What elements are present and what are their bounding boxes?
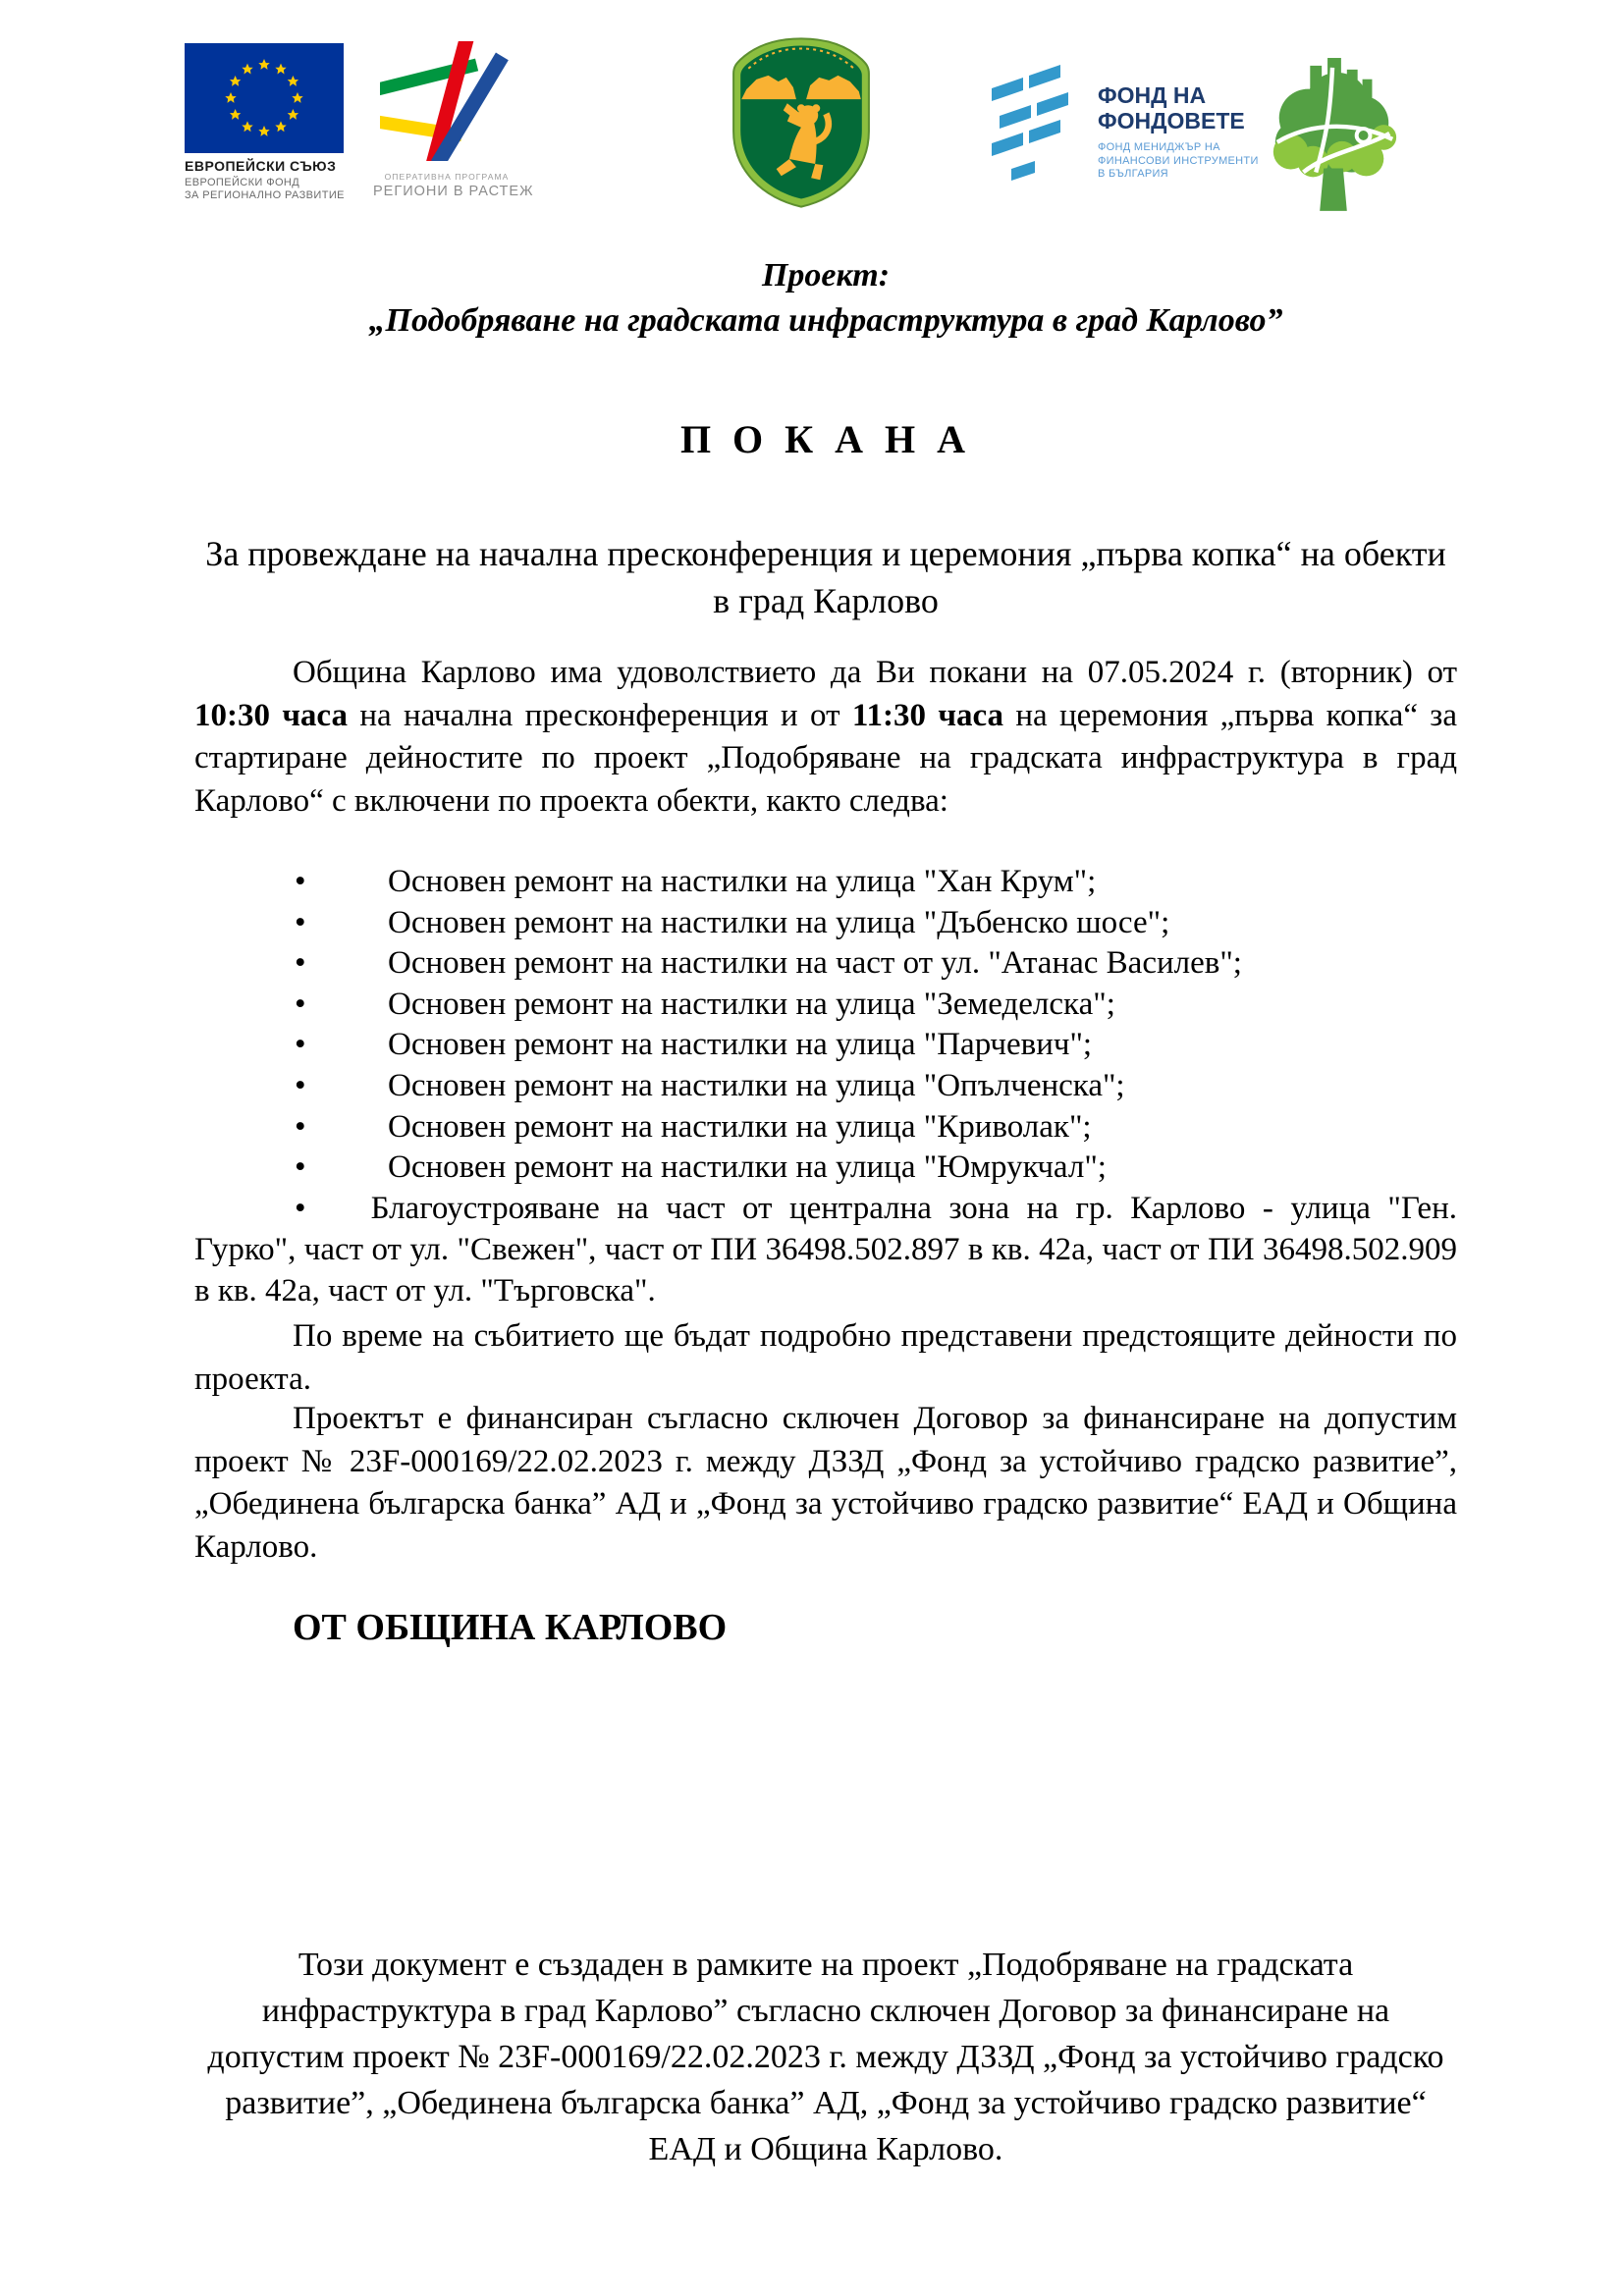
intro-paragraph: Община Карлово има удоволствието да Ви покани на 07.05.2024 г. (вторник) от 10:30 часа на начална пресконференция и от 11:30 часа на церемония „първа копка“ за стартиране дейностите по проект „Подобряване на градската инфраструктура в град Карлово“ с включени по проекта обекти, както следва: — [194, 655, 1457, 819]
list-item: • Основен ремонт на настилки на улица "Земеделска"; — [194, 985, 1457, 1026]
bullet-icon: • — [295, 1108, 306, 1145]
regions-in-growth-icon — [380, 41, 514, 161]
bullet-icon: • — [295, 945, 306, 982]
signature: ОТ ОБЩИНА КАРЛОВО — [293, 1607, 728, 1648]
eu-logo-block — [185, 43, 352, 202]
project-title: „Подобряване на градската инфраструктура в град Карлово” — [368, 302, 1283, 339]
list-item: • Основен ремонт на настилки на улица "Криволак"; — [194, 1107, 1457, 1148]
list-item: • Основен ремонт на настилки на част от ул. "Атанас Василев"; — [194, 943, 1457, 985]
event-details-paragraph: По време на събитието ще бъдат подробно представени предстоящите дейности по проекта. — [194, 1318, 1457, 1397]
time-press-conference: 10:30 часа — [194, 697, 348, 733]
urban-fund-tree-icon — [1260, 49, 1405, 214]
eu-flag-icon — [185, 43, 344, 153]
project-label: Проект: — [761, 257, 891, 294]
invitation-subtitle: За провеждане на начална пресконференция и церемония „първа копка“ на обекти в град Карлово — [205, 534, 1446, 620]
fof-subtitle: ФОНД МЕНИДЖЪР НА ФИНАНСОВИ ИНСТРУМЕНТИ В БЪЛГАРИЯ — [1098, 141, 1259, 180]
regions-in-growth-logo-block — [373, 41, 534, 199]
oprr-program-label: ОПЕРАТИВНА ПРОГРАМА — [384, 172, 510, 182]
financing-paragraph: Проектът е финансиран съгласно сключен Договор за финансиране на допустим проект № 23F-000169/22.02.2023 г. между ДЗЗД „Фонд за устойчиво градско развитие”, „Обединена българска банка” АД и „Фонд за устойчиво градско развитие“ ЕАД и Община Карлово. — [194, 1401, 1457, 1565]
central-zone-bullet-paragraph: • Благоустрояване на част от централна зона на гр. Карлово - улица "Ген. Гурко", част от ул. "Свежен", част от ПИ 36498.502.897 в кв. 42а, част от ПИ 36498.502.909 в кв. 42а, част от ул. "Търговска". — [194, 1191, 1457, 1308]
eu-subcaption: ЕВРОПЕЙСКИ ФОНД ЗА РЕГИОНАЛНО РАЗВИТИЕ — [185, 177, 345, 201]
footer-paragraph: Този документ е създаден в рамките на проект „Подобряване на градската инфраструктура в град Карлово” съгласно сключен Договор за финансиране на допустим проект № 23F-000169/22.02.2023 г. между ДЗЗД „Фонд за устойчиво градско развитие”, „Обединена българска банка” АД, „Фонд за устойчиво градско развитие“ ЕАД и Община Карлово. — [207, 1947, 1444, 2167]
karlovo-coat-of-arms-block — [727, 35, 876, 215]
bullet-icon: • — [295, 1027, 306, 1063]
eu-caption: ЕВРОПЕЙСКИ СЪЮЗ — [185, 158, 337, 174]
project-title-block — [194, 253, 1457, 344]
bullet-icon: • — [295, 1149, 306, 1186]
list-item: • Основен ремонт на настилки на улица "Парчевич"; — [194, 1025, 1457, 1066]
list-item: • Основен ремонт на настилки на улица "Хан Крум"; — [194, 862, 1457, 903]
fund-of-funds-text — [1098, 57, 1259, 182]
bullet-icon: • — [295, 904, 306, 940]
time-ceremony: 11:30 часа — [851, 697, 1004, 733]
sites-bullet-list — [194, 862, 1457, 1189]
bullet-icon: • — [295, 986, 306, 1022]
fund-of-funds-logo-block — [984, 57, 1259, 182]
list-item: • Основен ремонт на настилки на улица "Дъбенско шосе"; — [194, 903, 1457, 944]
list-item: • Основен ремонт на настилки на улица "Юмрукчал"; — [194, 1148, 1457, 1189]
invitation-heading: П О К А Н А — [679, 417, 972, 461]
fof-title: ФОНД НА ФОНДОВЕТЕ — [1098, 82, 1245, 133]
bullet-icon: • — [295, 864, 306, 899]
oprr-caption: РЕГИОНИ В РАСТЕЖ — [373, 184, 534, 199]
karlovo-coat-of-arms-icon — [727, 35, 876, 210]
urban-development-fund-logo-block — [1260, 49, 1405, 219]
bullet-icon: • — [295, 1067, 306, 1103]
bullet-icon: • — [295, 1191, 306, 1226]
fund-of-funds-icon — [984, 57, 1082, 181]
list-item: • Основен ремонт на настилки на улица "Опълченска"; — [194, 1066, 1457, 1107]
